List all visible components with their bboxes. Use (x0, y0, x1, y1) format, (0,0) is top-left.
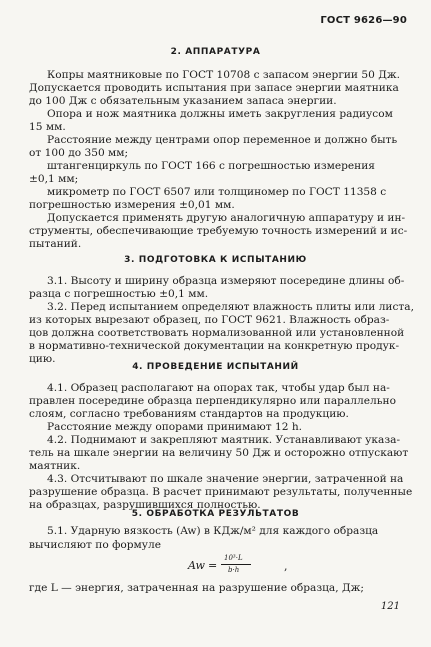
page-number: 121 (380, 601, 400, 612)
s3-line-4: из которых вырезают образец, по ГОСТ 9621. Влажность образ- (29, 314, 390, 326)
s4-line-10: на образцах, разрушившихся полностью. (29, 499, 261, 511)
s5-line-3: где L — энергия, затраченная на разрушение образца, Дж; (29, 582, 364, 594)
s4-line-4: Расстояние между опорами принимают 12 h. (47, 421, 303, 433)
section-2-title: 2. АППАРАТУРА (170, 47, 261, 57)
s2-line-1: Копры маятниковые по ГОСТ 10708 с запасом энергии 50 Дж. (47, 69, 400, 81)
formula-denominator: b·h (228, 566, 240, 574)
s3-line-2: разца с погрешностью ±0,1 мм. (29, 288, 209, 300)
s2-line-2: Допускается проводить испытания при запасе энергии маятника (29, 82, 399, 94)
impact-strength-formula (188, 552, 308, 580)
s2-line-3: до 100 Дж с обязательным указанием запаса энергии. (29, 95, 337, 107)
s5-line-2: вычисляют по формуле (29, 539, 161, 551)
s3-line-5: цов должна соответствовать нормализованной или установленной (29, 327, 405, 339)
section-3-title: 3. ПОДГОТОВКА К ИСПЫТАНИЮ (124, 255, 307, 265)
s2-line-4: Опора и нож маятника должны иметь закругления радиусом (47, 108, 393, 120)
s4-line-8: 4.3. Отсчитывают по шкале значение энергии, затраченной на (47, 473, 404, 485)
s4-line-1: 4.1. Образец располагают на опорах так, чтобы удар был на- (47, 382, 390, 394)
s2-line-13: струменты, обеспечивающие требуемую точность измерений и ис- (29, 225, 408, 237)
s4-line-5: 4.2. Поднимают и закрепляют маятник. Устанавливают указа- (47, 434, 401, 446)
section-5-title: 5. ОБРАБОТКА РЕЗУЛЬТАТОВ (131, 509, 300, 519)
formula-equals: = (208, 559, 218, 572)
s2-line-5: 15 мм. (29, 121, 66, 133)
section-4-title: 4. ПРОВЕДЕНИЕ ИСПЫТАНИЙ (132, 362, 299, 372)
s3-line-3: 3.2. Перед испытанием определяют влажность плиты или листа, (47, 301, 414, 313)
s5-line-1: 5.1. Ударную вязкость (Aw) в КДж/м² для каждого образца (47, 525, 379, 537)
formula-trailing: , (284, 560, 288, 573)
formula-lhs: Aw (188, 559, 205, 572)
s2-line-6: Расстояние между центрами опор переменное и должно быть (47, 134, 398, 146)
s2-line-14: пытаний. (29, 238, 82, 250)
standard-code: ГОСТ 9626—90 (320, 15, 407, 26)
s2-line-7: от 100 до 350 мм; (29, 147, 129, 159)
s3-line-6: в нормативно-технической документации на конкретную продук- (29, 340, 400, 352)
s4-line-3: слоям, согласно требованиям стандартов на продукцию. (29, 408, 349, 420)
s3-line-1: 3.1. Высоту и ширину образца измеряют посередине длины об- (47, 275, 405, 287)
s2-line-8: штангенциркуль по ГОСТ 166 с погрешностью измерения (47, 160, 375, 172)
fraction-bar (221, 564, 251, 565)
s4-line-9: разрушение образца. В расчет принимают результаты, полученные (29, 486, 413, 498)
s2-line-10: микрометр по ГОСТ 6507 или толщиномер по ГОСТ 11358 с (47, 186, 387, 198)
s2-line-9: ±0,1 мм; (29, 173, 79, 185)
s4-line-7: маятник. (29, 460, 81, 472)
s2-line-11: погрешностью измерения ±0,01 мм. (29, 199, 235, 211)
s2-line-12: Допускается применять другую аналогичную аппаратуру и ин- (47, 212, 406, 224)
s4-line-6: тель на шкале энергии на величину 50 Дж и осторожно отпускают (29, 447, 409, 459)
formula-numerator: 10³·L (224, 554, 243, 562)
s4-line-2: правлен посередине образца перпендикулярно или параллельно (29, 395, 396, 407)
s3-line-7: цию. (29, 353, 56, 365)
